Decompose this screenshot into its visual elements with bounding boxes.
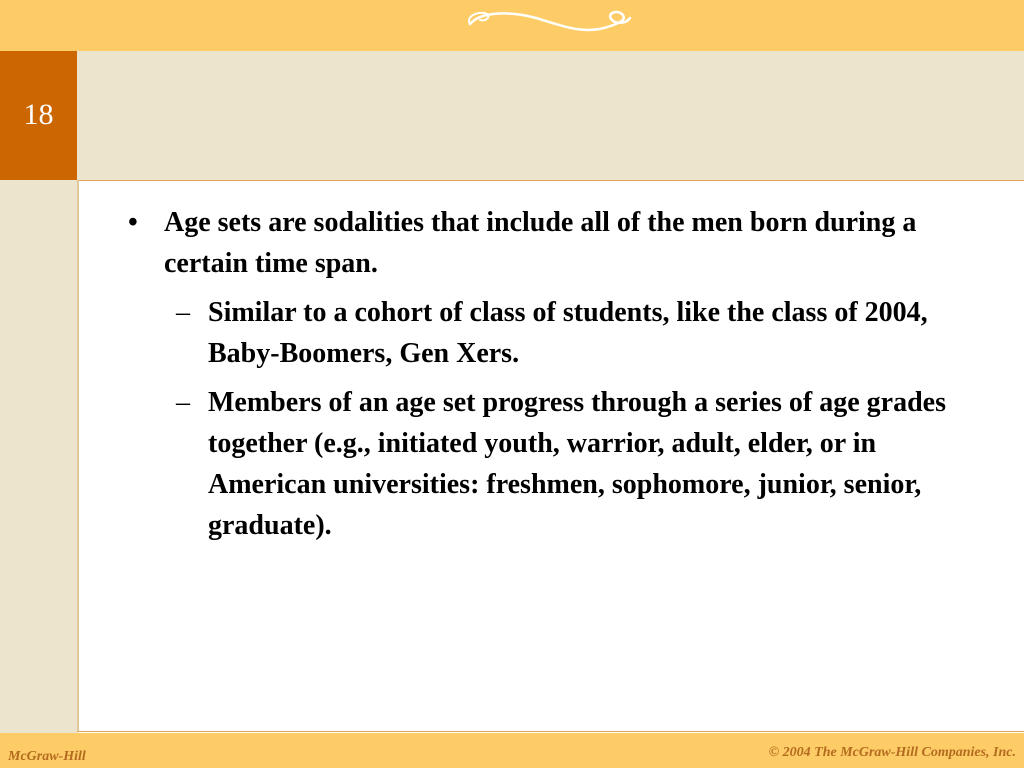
bullet-text: Age sets are sodalities that include all of the men born during a certain time span.	[164, 207, 917, 279]
bullet-marker: •	[128, 207, 138, 238]
sub-point	[118, 292, 978, 374]
sub-point-text: Members of an age set progress through a series of age grades together (e.g., initiated youth, warrior, adult, elder, or in American universities: freshmen, sophomore, junior, senior, graduate).	[208, 387, 947, 541]
sub-point-marker: –	[176, 387, 190, 418]
sub-point-marker: –	[176, 297, 190, 328]
bullet-point	[118, 202, 978, 284]
sub-point-text: Similar to a cohort of class of students, like the class of 2004, Baby-Boomers, Gen Xers.	[208, 297, 928, 369]
title-area	[78, 51, 1024, 180]
slide-body	[118, 202, 978, 546]
header-divider	[77, 180, 1024, 181]
slide-number: 18	[23, 98, 54, 131]
sub-point	[118, 382, 978, 546]
left-divider	[77, 180, 79, 732]
copyright-notice: © 2004 The McGraw-Hill Companies, Inc.	[768, 745, 1016, 760]
swirl-ornament-icon	[462, 4, 634, 40]
footer-divider	[77, 731, 1024, 732]
top-band	[0, 0, 1024, 51]
publisher-label: McGraw-Hill	[8, 749, 86, 764]
